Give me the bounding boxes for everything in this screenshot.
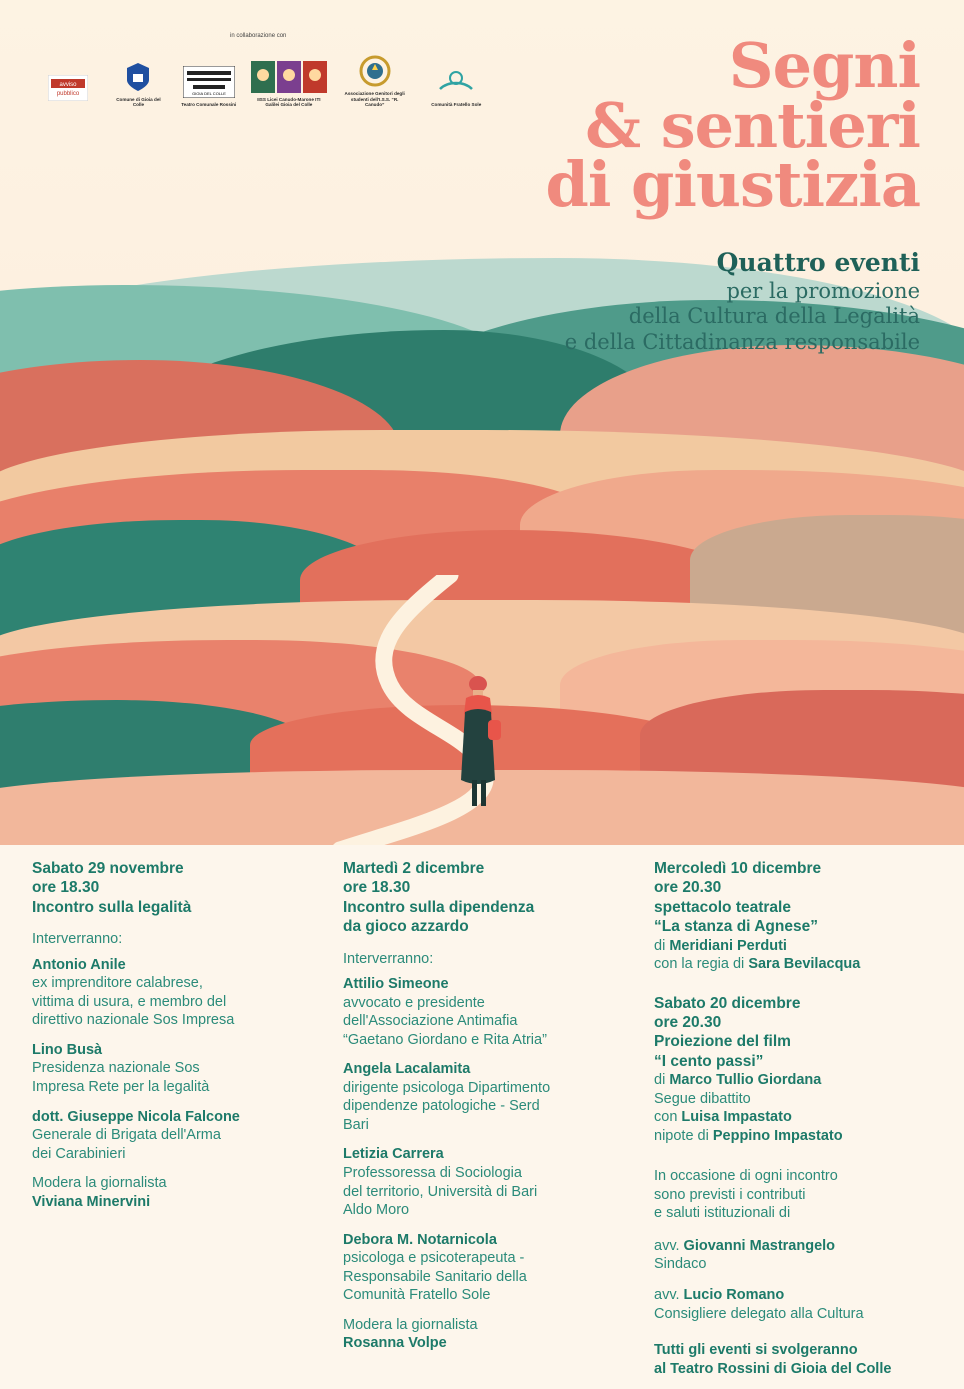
- event-3-title: “La stanza di Agnese”: [654, 918, 818, 936]
- event-1-date: Sabato 29 novembre: [32, 860, 184, 877]
- director-prefix: con la regia di: [654, 956, 749, 973]
- event-column-1: [32, 859, 320, 1222]
- event-4-author-line: [654, 1071, 944, 1090]
- relation-prefix: nipote di: [654, 1127, 713, 1144]
- institution-title-prefix: avv.: [654, 1237, 684, 1254]
- speaker-role-line: Aldo Moro: [343, 1202, 410, 1219]
- speaker-name: Letizia Carrera: [343, 1146, 444, 1163]
- speaker-item: [343, 1145, 633, 1219]
- event-1-title: Incontro sulla legalità: [32, 898, 192, 916]
- speaker-role-line: psicologa e psicoterapeuta -: [343, 1250, 525, 1267]
- subtitle-strong: Quattro eventi: [716, 248, 920, 277]
- iiss-caption: IISS Licei Canudo-Marone ITI Galilei Gioia del Colle: [257, 96, 321, 108]
- event-4-guest-line: [654, 1108, 944, 1127]
- event-1-time: ore 18.30: [32, 879, 100, 897]
- event-4-kind: Proiezione del film: [654, 1033, 791, 1051]
- institution-name-line: [654, 1286, 944, 1305]
- institution-name: Giovanni Mastrangelo: [683, 1237, 836, 1254]
- institution-role: Sindaco: [654, 1256, 707, 1273]
- speaker-name: Antonio Anile: [32, 956, 126, 973]
- speaker-name: Debora M. Notarnicola: [343, 1231, 497, 1248]
- moderator-label: Modera la giornalista: [343, 1316, 478, 1333]
- guest-prefix: con: [654, 1109, 682, 1126]
- author-prefix: di: [654, 937, 670, 954]
- event-2-title-line-1: Incontro sulla dipendenza: [343, 898, 535, 916]
- speaker-role-line: Comunità Fratello Sole: [343, 1287, 491, 1304]
- teatro-caption: Teatro Comunale Rossini: [181, 102, 237, 108]
- guest-name: Luisa Impastato: [681, 1109, 792, 1126]
- moderator-name: Rosanna Volpe: [343, 1335, 447, 1352]
- subtitle-line-2: della Cultura della Legalità: [628, 304, 920, 329]
- event-2-date: Martedì 2 dicembre: [343, 860, 485, 877]
- speaker-role-line: ex imprenditore calabrese,: [32, 975, 203, 992]
- venue-footer-line-2: al Teatro Rossini di Gioia del Colle: [654, 1360, 892, 1377]
- speaker-name: dott. Giuseppe Nicola Falcone: [32, 1108, 240, 1125]
- event-1-intro: Interverranno:: [32, 931, 123, 948]
- speaker-role-line: dei Carabinieri: [32, 1145, 126, 1162]
- event-4-date: Sabato 20 dicembre: [654, 994, 801, 1012]
- speaker-role-line: dipendenze patologiche - Serd: [343, 1098, 540, 1115]
- speaker-item: [343, 1231, 633, 1305]
- event-3-date: Mercoledì 10 dicembre: [654, 860, 822, 877]
- speaker-role-line: direttivo nazionale Sos Impresa: [32, 1012, 235, 1029]
- speaker-item: [343, 1060, 633, 1134]
- speaker-role-line: dell'Associazione Antimafia: [343, 1013, 518, 1030]
- event-2-title-line-2: da gioco azzardo: [343, 918, 469, 936]
- subtitle-line-3: e della Cittadinanza responsabile: [564, 329, 920, 354]
- institution-item: [654, 1237, 944, 1274]
- speaker-item: [32, 1041, 320, 1097]
- comunita-fratello-sole-logo: [422, 65, 490, 108]
- events-section: [0, 845, 964, 1389]
- institution-name: Lucio Romano: [683, 1287, 785, 1304]
- event-3-block: [654, 859, 944, 974]
- walking-figure-illustration: [448, 672, 508, 812]
- moderator-label: Modera la giornalista: [32, 1175, 167, 1192]
- event-3-author-line: [654, 937, 944, 956]
- note-line-3: e saluti istituzionali di: [654, 1205, 791, 1222]
- teatro-comunale-rossini-logo: [181, 65, 237, 108]
- note-line-2: sono previsti i contributi: [654, 1186, 806, 1203]
- event-3-kind: spettacolo teatrale: [654, 898, 791, 916]
- title-line-1: Segni: [728, 29, 920, 102]
- author-name: Marco Tullio Giordana: [669, 1072, 822, 1089]
- winding-path: [250, 575, 580, 845]
- speaker-role-line: Bari: [343, 1116, 369, 1133]
- comune-caption: Comune di Gioia del Colle: [116, 96, 161, 108]
- speaker-role-line: vittima di usura, e membro del: [32, 993, 227, 1010]
- author-name: Meridiani Perduti: [669, 937, 787, 954]
- event-3-director-line: [654, 955, 944, 974]
- speaker-role-line: dirigente psicologa Dipartimento: [343, 1079, 551, 1096]
- director-name: Sara Bevilacqua: [748, 956, 861, 973]
- event-4-note: Segue dibattito: [654, 1090, 751, 1107]
- comunita-caption: Comunità Fratello Sole: [431, 102, 482, 108]
- moderator-block: [343, 1316, 633, 1353]
- relation-name: Peppino Impastato: [712, 1127, 843, 1144]
- svg-text:GIOIA DEL COLLE: GIOIA DEL COLLE: [191, 91, 226, 97]
- iiss-licei-canudo-marone-logo: [251, 60, 327, 108]
- institution-role: Consigliere delegato alla Cultura: [654, 1305, 864, 1322]
- venue-footer-line-1: Tutti gli eventi si svolgeranno: [654, 1342, 858, 1359]
- event-2-intro: Interverranno:: [343, 950, 434, 967]
- event-4-relation-line: [654, 1127, 944, 1146]
- speaker-role-line: del territorio, Università di Bari: [343, 1183, 538, 1200]
- event-4-block: [654, 994, 944, 1146]
- speaker-role-line: Professoressa di Sociologia: [343, 1164, 522, 1181]
- venue-footer: [654, 1341, 944, 1378]
- title-line-2: & sentieri: [585, 88, 920, 162]
- event-4-title: “I cento passi”: [654, 1052, 764, 1070]
- moderator-block: [32, 1174, 320, 1211]
- speaker-name: Angela Lacalamita: [343, 1061, 471, 1078]
- speaker-item: [32, 1108, 320, 1164]
- speaker-role-line: Generale di Brigata dell'Arma: [32, 1127, 221, 1144]
- speaker-item: [32, 956, 320, 1030]
- speaker-name: Attilio Simeone: [343, 976, 449, 993]
- subtitle-line-1: per la promozione: [726, 278, 920, 303]
- event-column-2: [343, 859, 633, 1364]
- author-prefix: di: [654, 1072, 670, 1089]
- speaker-role-line: Responsabile Sanitario della: [343, 1268, 527, 1285]
- speaker-name: Lino Busà: [32, 1041, 103, 1058]
- comune-gioia-del-colle-logo: [110, 60, 166, 108]
- associazione-genitori-logo: [341, 54, 409, 108]
- poster-subtitle: [565, 248, 920, 355]
- event-4-time: ore 20.30: [654, 1013, 722, 1031]
- svg-text:pubblico: pubblico: [56, 91, 80, 97]
- institution-title-prefix: avv.: [654, 1287, 684, 1304]
- event-1-heading: [32, 859, 320, 917]
- avviso-pubblico-logo: [40, 71, 96, 108]
- associazione-genitori-caption: Associazione Genitori degli studenti dell'I.S.S. “R. Canudo”: [344, 90, 405, 108]
- note-line-1: In occasione di ogni incontro: [654, 1168, 838, 1185]
- svg-text:avviso: avviso: [59, 82, 77, 88]
- title-line-3: di giustizia: [545, 148, 920, 222]
- poster-title: [545, 29, 920, 222]
- event-3-time: ore 20.30: [654, 879, 722, 897]
- institution-name-line: [654, 1237, 944, 1256]
- event-2-heading: [343, 859, 633, 937]
- event-column-3: [654, 859, 944, 1378]
- moderator-name: Viviana Minervini: [32, 1193, 151, 1210]
- speaker-role-line: avvocato e presidente: [343, 994, 485, 1011]
- institutional-note: [654, 1167, 944, 1223]
- speaker-role-line: Presidenza nazionale Sos: [32, 1060, 200, 1077]
- speaker-role-line: Impresa Rete per la legalità: [32, 1078, 210, 1095]
- speaker-role-line: “Gaetano Giordano e Rita Atria”: [343, 1031, 547, 1048]
- logo-strip: [40, 30, 490, 108]
- institution-item: [654, 1286, 944, 1323]
- collaboration-label: in collaborazione con: [230, 33, 287, 39]
- event-2-time: ore 18.30: [343, 879, 411, 897]
- speaker-item: [343, 975, 633, 1049]
